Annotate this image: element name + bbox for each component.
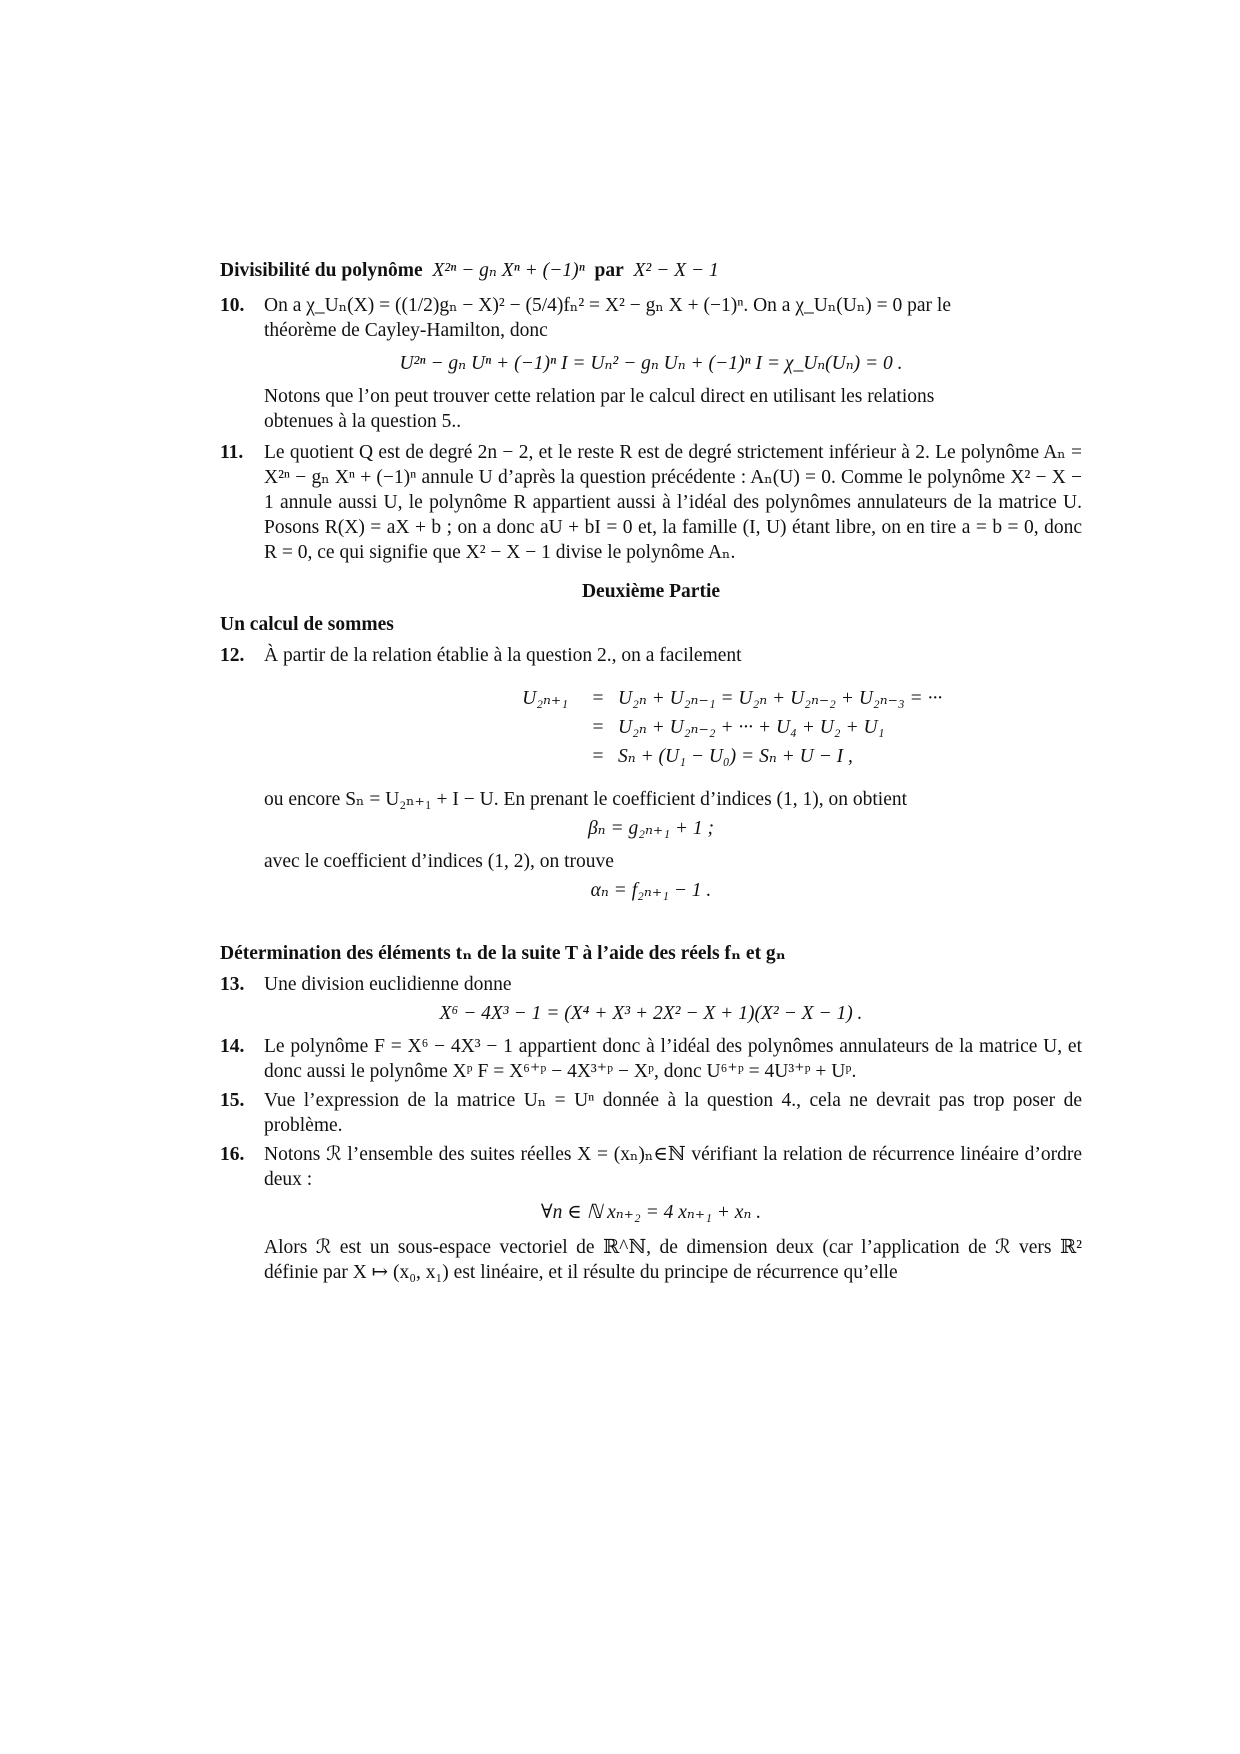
q14-text: Le polynôme F = X⁶ − 4X³ − 1 appartient donc à l’idéal des polynômes annulateurs de la matrice U, et donc aussi le polynôme Xᵖ F = X⁶⁺ᵖ − 4X³⁺ᵖ − Xᵖ, donc U⁶⁺ᵖ = 4U³⁺ᵖ + Uᵖ. <box>264 1036 1082 1082</box>
q10-note-line-2: obtenues à la question 5.. <box>264 411 462 432</box>
q16-display-recurrence: ∀n ∈ ℕ xₙ₊₂ = 4 xₙ₊₁ + xₙ . <box>540 1202 762 1223</box>
q12-after-block <box>220 849 1082 874</box>
eq-equals: = <box>592 746 604 767</box>
q12-display-beta: βₙ = g₂ₙ₊₁ + 1 ; <box>587 818 715 839</box>
question-14 <box>220 1034 1082 1084</box>
question-number: 14. <box>220 1036 245 1057</box>
heading-math-1: X²ⁿ − gₙ Xⁿ + (−1)ⁿ <box>432 260 585 281</box>
q12-after-1: ou encore Sₙ = U₂ₙ₊₁ + I − U. En prenant le coefficient d’indices (1, 1), on obtient <box>264 789 908 810</box>
q12-after <box>220 787 1082 812</box>
question-10 <box>220 293 1082 343</box>
question-number: 13. <box>220 974 245 995</box>
eq-row-1: U₂ₙ + U₂ₙ₋₁ = U₂ₙ + U₂ₙ₋₂ + U₂ₙ₋₃ = ··· <box>618 688 943 709</box>
eq-equals: = <box>592 688 604 709</box>
eq-lhs: U₂ₙ₊₁ <box>522 688 568 709</box>
q10-display-equation: U²ⁿ − gₙ Uⁿ + (−1)ⁿ I = Uₙ² − gₙ Uₙ + (−1)ⁿ I = χ_Uₙ(Uₙ) = 0 . <box>399 353 903 374</box>
section-heading-sommes: Un calcul de sommes <box>220 614 394 635</box>
page-content <box>220 258 1082 1285</box>
q16-text: Notons ℛ l’ensemble des suites réelles X = (xₙ)ₙ∈ℕ vérifiant la relation de récurrence linéaire d’ordre deux : <box>264 1144 1082 1190</box>
q10-note-line-1: Notons que l’on peut trouver cette relation par le calcul direct en utilisant les relations <box>264 386 935 407</box>
heading-math-2: X² − X − 1 <box>633 260 719 281</box>
question-13 <box>220 972 1082 997</box>
question-12 <box>220 643 1082 668</box>
q15-text: Vue l’expression de la matrice Uₙ = Uⁿ donnée à la question 4., cela ne devrait pas trop poser de problème. <box>264 1090 1082 1136</box>
part-title: Deuxième Partie <box>581 581 721 602</box>
q10-line-1: On a χ_Uₙ(X) = ((1/2)gₙ − X)² − (5/4)fₙ² = X² − gₙ X + (−1)ⁿ. On a χ_Uₙ(Uₙ) = 0 par le <box>264 295 951 316</box>
question-number: 16. <box>220 1144 245 1165</box>
q12-after-2: avec le coefficient d’indices (1, 2), on trouve <box>264 851 614 872</box>
q13-display-equation: X⁶ − 4X³ − 1 = (X⁴ + X³ + 2X² − X + 1)(X² − X − 1) . <box>439 1003 863 1024</box>
q16-after <box>220 1235 1082 1285</box>
question-number: 12. <box>220 645 245 666</box>
q13-text: Une division euclidienne donne <box>264 974 512 995</box>
question-16 <box>220 1142 1082 1192</box>
q12-intro: À partir de la relation établie à la question 2., on a facilement <box>264 645 742 666</box>
question-number: 11. <box>220 442 244 463</box>
heading-par: par <box>594 260 624 281</box>
question-11 <box>220 440 1082 565</box>
q16-after-text: Alors ℛ est un sous-espace vectoriel de ℝ^ℕ, de dimension deux (car l’application de ℛ vers ℝ² définie par X ↦ (x₀, x₁) est linéaire, et il résulte du principe de récurrence qu’elle <box>264 1237 1082 1283</box>
eq-equals: = <box>592 717 604 738</box>
heading-text: Divisibilité du polynôme <box>220 260 423 281</box>
question-15 <box>220 1088 1082 1138</box>
section-heading-divisibilite <box>220 258 1082 283</box>
question-number: 15. <box>220 1090 245 1111</box>
q10-line-2: théorème de Cayley-Hamilton, donc <box>264 320 548 341</box>
q11-text: Le quotient Q est de degré 2n − 2, et le reste R est de degré strictement inférieur à 2. Le polynôme Aₙ = X²ⁿ − gₙ Xⁿ + (−1)ⁿ annule U d’après la question précédente : Aₙ(U) = 0. Comme le polynôme X² − X − 1 annule aussi U, le polynôme R appartient aussi à l’idéal des polynômes annulateurs de la matrice U. Posons R(X) = aX + b ; on a donc aU + bI = 0 et, la famille (I, U) étant libre, on en tire a = b = 0, donc R = 0, ce qui signifie que X² − X − 1 divise le polynôme Aₙ. <box>264 442 1082 563</box>
q12-display-alpha: αₙ = f₂ₙ₊₁ − 1 . <box>590 880 712 901</box>
q10-note <box>220 384 1082 434</box>
eq-row-3: Sₙ + (U₁ − U₀) = Sₙ + U − I , <box>618 746 853 767</box>
section-heading-determination: Détermination des éléments tₙ de la suite T à l’aide des réels fₙ et gₙ <box>220 943 786 964</box>
eq-row-2: U₂ₙ + U₂ₙ₋₂ + ··· + U₄ + U₂ + U₁ <box>618 717 885 738</box>
q12-equation-array <box>398 686 1082 769</box>
question-number: 10. <box>220 295 245 316</box>
